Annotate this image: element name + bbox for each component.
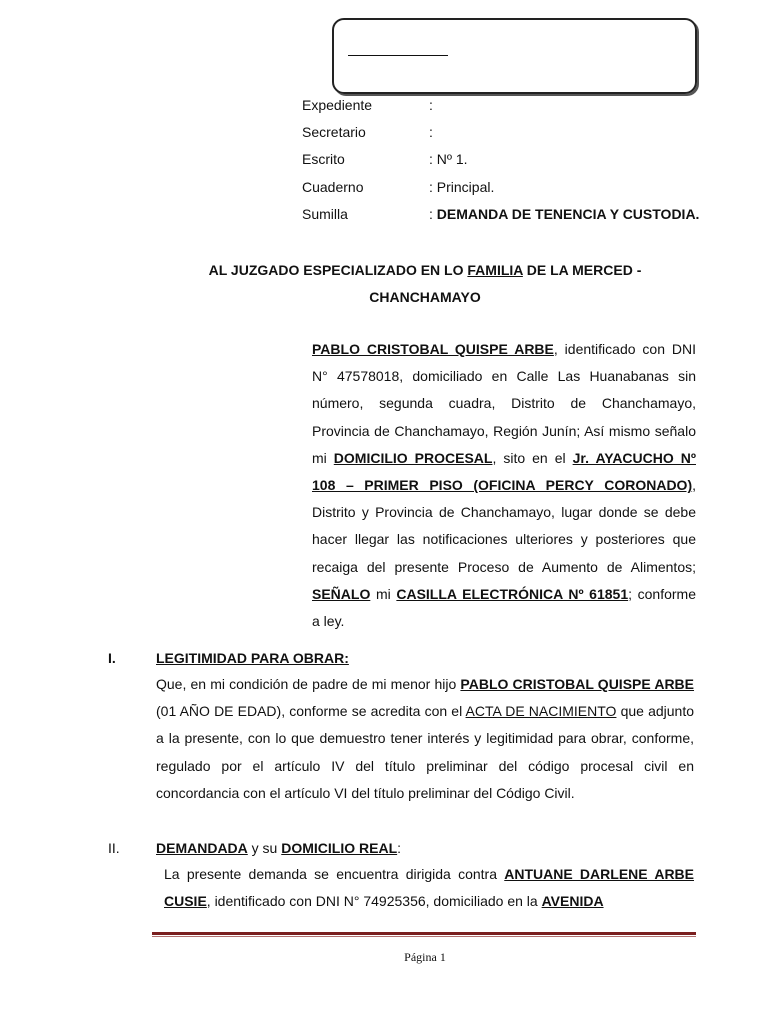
senalo-label: SEÑALO [312,585,371,602]
meta-value: : Principal. [429,179,495,195]
reception-stamp-box [332,18,697,94]
section-2-title: DEMANDADA y su DOMICILIO REAL: [156,840,402,856]
meta-row-cuaderno [302,176,722,198]
acta-nacimiento: ACTA DE NACIMIENTO [465,703,617,720]
meta-value: : [429,124,433,140]
section-2-number: II. [108,840,120,856]
procedural-address: Jr. AYACUCHO Nº 108 – PRIMER PISO (OFICINA PERCY CORONADO) [312,449,696,494]
meta-key: Expediente [302,97,373,113]
footer-rule [152,932,696,935]
child-name: PABLO CRISTOBAL QUISPE ARBE [460,676,695,692]
meta-row-sumilla [302,203,722,225]
intro-paragraph: PABLO CRISTOBAL QUISPE ARBE, identificado con DNI N° 47578018, domiciliado en Calle Las Huanabanas sin número, segunda cuadra, Distrito de Chanchamayo, Provincia de Chanchamayo, Región Junín; Así mismo señalo mi DOMICILIO PROCESAL, sito en el Jr. AYACUCHO Nº 108 – PRIMER PISO (OFICINA PERCY CORONADO), Distrito y Provincia de Chanchamayo, lugar donde se debe hacer llegar las notificaciones ulteriores y posteriores que recaiga del presente Proceso de Aumento de Alimentos; SEÑALO mi CASILLA ELECTRÓNICA Nº 61851; conforme a ley. [312,341,696,630]
domicilio-procesal-label: DOMICILIO PROCESAL [333,449,493,466]
meta-row-secretario [302,121,722,143]
avenida-label: AVENIDA [541,893,604,910]
section-1-body: Que, en mi condición de padre de mi menor hijo PABLO CRISTOBAL QUISPE ARBE (01 AÑO DE EDAD), conforme se acredita con el ACTA DE NACIMIENTO que adjunto a la presente, con lo que demuestro tener interés y legitimidad para obrar, conforme, regulado por el artículo IV del título preliminar del código procesal civil en concordancia con el artículo VI del título preliminar del Código Civil. [156,676,695,801]
plaintiff-name: PABLO CRISTOBAL QUISPE ARBE [312,341,554,357]
meta-key: Cuaderno [302,179,364,195]
casilla-electronica: CASILLA ELECTRÓNICA Nº 61851 [396,585,629,602]
section-1-title: LEGITIMIDAD PARA OBRAR: [156,650,349,666]
meta-value: : [429,97,433,113]
stamp-signature-line [348,55,448,56]
meta-key: Sumilla [302,206,348,222]
defendant-name: ANTUANE DARLENE ARBE CUSIE [164,866,694,910]
meta-key: Escrito [302,151,345,167]
section-2-body: La presente demanda se encuentra dirigida contra ANTUANE DARLENE ARBE CUSIE, identificado con DNI N° 74925356, domiciliado en la AVENIDA [164,866,694,910]
sumilla-title: DEMANDA DE TENENCIA Y CUSTODIA. [436,206,700,222]
addressee-heading: AL JUZGADO ESPECIALIZADO EN LO FAMILIA DE LA MERCED - CHANCHAMAYO [208,262,642,305]
page-number: Página 1 [404,950,446,964]
meta-value: : DEMANDA DE TENENCIA Y CUSTODIA. [429,206,700,222]
section-1-number: I. [108,650,116,666]
meta-value: : Nº 1. [429,151,468,167]
meta-row-expediente [302,94,722,116]
meta-key: Secretario [302,124,366,140]
meta-row-escrito [302,148,722,170]
footer-rule-thin [152,936,696,937]
